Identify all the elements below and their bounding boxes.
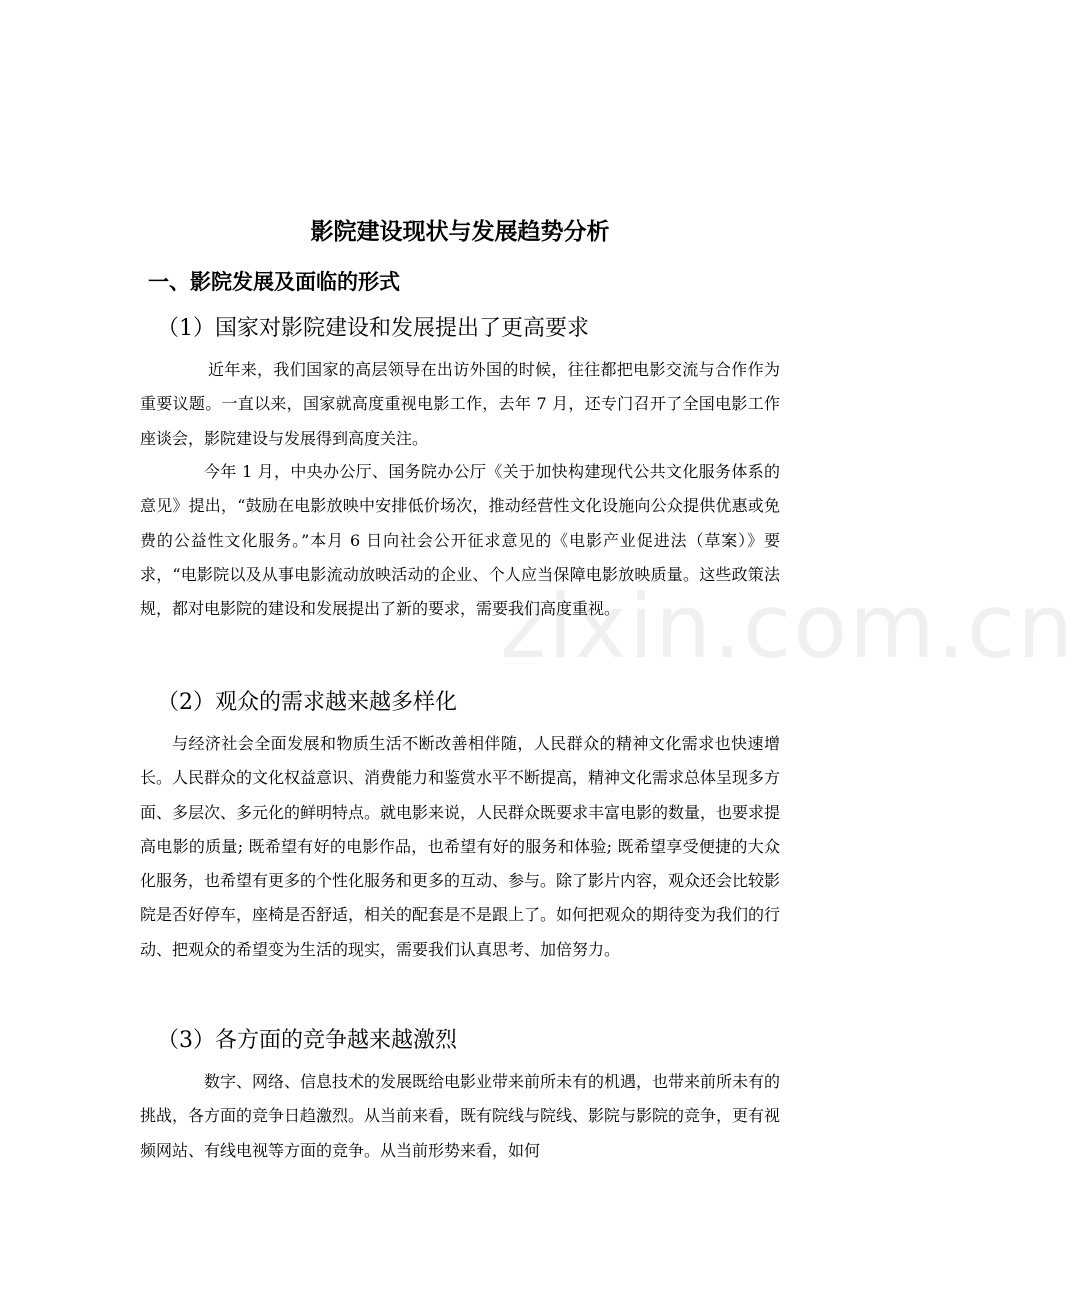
subsection-3-paragraph-1: 数字、网络、信息技术的发展既给电影业带来前所未有的机遇，也带来前所未有的挑战，各方面的竞争日趋激烈。从当前来看，既有院线与院线、影院与影院的竞争，更有视频网站、有线电视等方面的竞争。从当前形势来看，如何 xyxy=(140,1072,781,1160)
section-heading: 一、影院发展及面临的形式 xyxy=(148,270,400,294)
subsection-1-heading: （1）国家对影院建设和发展提出了更高要求 xyxy=(157,316,589,341)
subsection-1-paragraph-2: 今年 1 月，中央办公厅、国务院办公厅《关于加快构建现代公共文化服务体系的意见》提出，“鼓励在电影放映中安排低价场次，推动经营性文化设施向公众提供优惠或免费的公益性文化服务。”本月 6 日向社会公开征求意见的《电影产业促进法（草案）》要求，“电影院以及从事电影流动放映活动的企业、个人应当保障电影放映质量。这些政策法规，都对电影院的建设和发展提出了新的要求，需要我们高度重视。 xyxy=(140,462,780,619)
subsection-1-paragraph-1: 近年来，我们国家的高层领导在出访外国的时候，往往都把电影交流与合作作为重要议题。一直以来，国家就高度重视电影工作，去年 7 月，还专门召开了全国电影工作座谈会，影院建设与发展得到高度关注。 xyxy=(140,360,780,448)
subsection-2-heading: （2）观众的需求越来越多样化 xyxy=(157,690,457,715)
watermark: zixin.com.cn xyxy=(500,575,1075,678)
subsection-2-paragraph-1: 与经济社会全面发展和物质生活不断改善相伴随，人民群众的精神文化需求也快速增长。人民群众的文化权益意识、消费能力和鉴赏水平不断提高，精神文化需求总体呈现多方面、多层次、多元化的鲜明特点。就电影来说，人民群众既要求丰富电影的数量，也要求提高电影的质量; 既希望有好的电影作品，也希望有好的服务和体验; 既希望享受便捷的大众化服务，也希望有更多的个性化服务和更多的互动、参与。除了影片内容，观众还会比较影院是否好停车，座椅是否舒适，相关的配套是不是跟上了。如何把观众的期待变为我们的行动、把观众的希望变为生活的现实，需要我们认真思考、加倍努力。 xyxy=(140,734,781,959)
subsection-3-heading: （3）各方面的竞争越来越激烈 xyxy=(157,1028,457,1053)
document-title: 影院建设现状与发展趋势分析 xyxy=(310,219,610,245)
